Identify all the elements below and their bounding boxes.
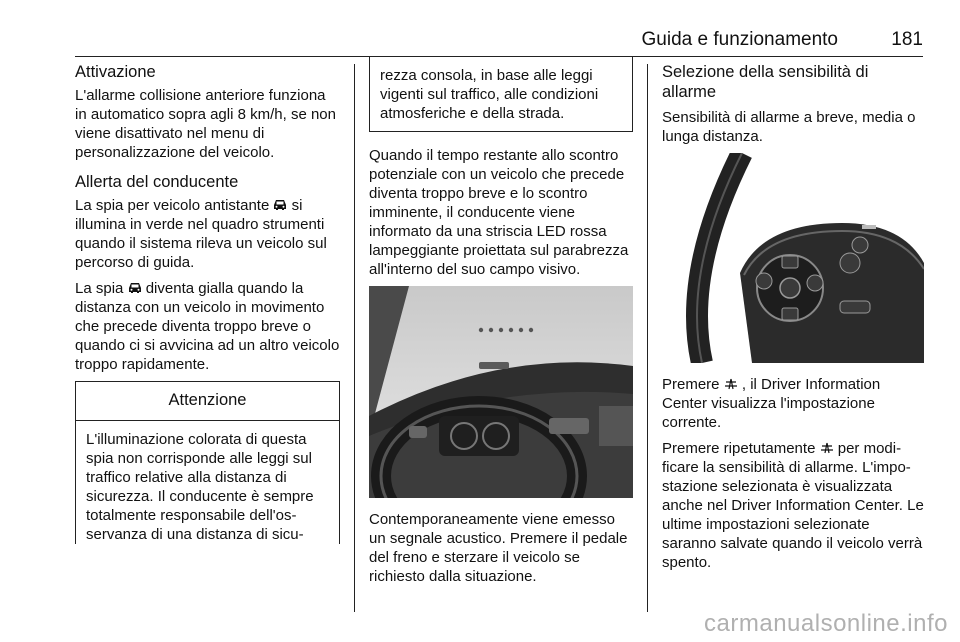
dashboard-windshield-illustration — [369, 286, 633, 498]
press-button-text — [662, 375, 924, 432]
header-title: Guida e funzionamento — [641, 29, 838, 50]
driver-alert-text-1 — [75, 196, 340, 272]
vehicle-ahead-icon — [128, 282, 142, 294]
attention-title: Attenzione — [76, 382, 339, 421]
attention-body — [76, 421, 339, 544]
driver-alert-text-2b: diventa gialla quando la distanza con un veicolo in movimento che precede diventa troppo breve o quando ci si avvicina ad un altro veicolo troppo rapidamente. — [75, 280, 340, 373]
attention-box — [75, 381, 340, 544]
page-header — [75, 26, 923, 57]
column-1 — [75, 62, 340, 544]
column-3 — [662, 62, 924, 579]
heading-driver-alert: Allerta del conducente — [75, 173, 239, 191]
press-repeatedly-text-a: Premere ripetutamente — [662, 440, 816, 457]
led-warning-text: Quando il tempo restante allo scontro potenziale con un veicolo che precede diventa troppo breve e lo scontro imminente, il conducente viene informato da una striscia LED rossa lampeggiante proiettata sul parabrezza all'interno del suo campo visivo. — [369, 147, 629, 278]
driver-alert-text-2 — [75, 279, 340, 374]
attention-text: L'illuminazione colorata di questa spia non corrisponde alle leggi sul traffico relative alla distanza di sicurezza. Il conducente è sempre totalmente responsabile dell'os-servanza di una distanza di sicu- — [86, 431, 314, 543]
attention-box-continued — [369, 56, 633, 132]
heading-sensitivity: Selezione della sensibilità di allarme — [662, 63, 869, 101]
press-repeatedly-text — [662, 439, 924, 572]
press-repeatedly-text-b: per modi-ficare la sensibilità di allarme. L'impo-stazione selezionata è visualizzata anche nel Driver Information Center. Le ultime impostazioni selezionate saranno salvate quando il veicolo verrà spento. — [662, 440, 924, 571]
driver-alert-text-2a: La spia — [75, 280, 124, 297]
distance-setting-icon — [820, 442, 834, 454]
steering-wheel-controls-illustration — [662, 153, 924, 363]
column-divider-2 — [647, 64, 648, 612]
driver-alert-text-1b: si illumina in verde nel quadro strumenti quando il sistema rileva un veicolo sul percorso di guida. — [75, 197, 327, 271]
press-button-text-a: Premere — [662, 376, 720, 393]
acoustic-signal-text: Contemporaneamente viene emesso un segnale acustico. Premere il pedale del freno e sterzare il veicolo se richiesto dalla situazione. — [369, 511, 628, 585]
heading-activation: Attivazione — [75, 63, 156, 81]
attention-continued-text: rezza consola, in base alle leggi vigenti sul traffico, alle condizioni atmosferiche e della strada. — [380, 67, 599, 122]
column-2 — [369, 56, 633, 593]
driver-alert-text-1a: La spia per veicolo antistante — [75, 197, 270, 214]
vehicle-ahead-icon — [273, 199, 287, 211]
watermark: carmanualsonline.info — [704, 610, 948, 637]
page-number: 181 — [891, 29, 923, 50]
sensitivity-text: Sensibilità di allarme a breve, media o lunga distanza. — [662, 109, 916, 145]
column-divider-1 — [354, 64, 355, 612]
distance-setting-icon — [724, 378, 738, 390]
activation-text: L'allarme collisione anteriore funziona in automatico sopra agli 8 km/h, se non viene disattivato nel menu di personalizzazione del veicolo. — [75, 87, 336, 161]
press-button-text-b: , il Driver Information Center visualizza l'impostazione corrente. — [662, 376, 881, 431]
